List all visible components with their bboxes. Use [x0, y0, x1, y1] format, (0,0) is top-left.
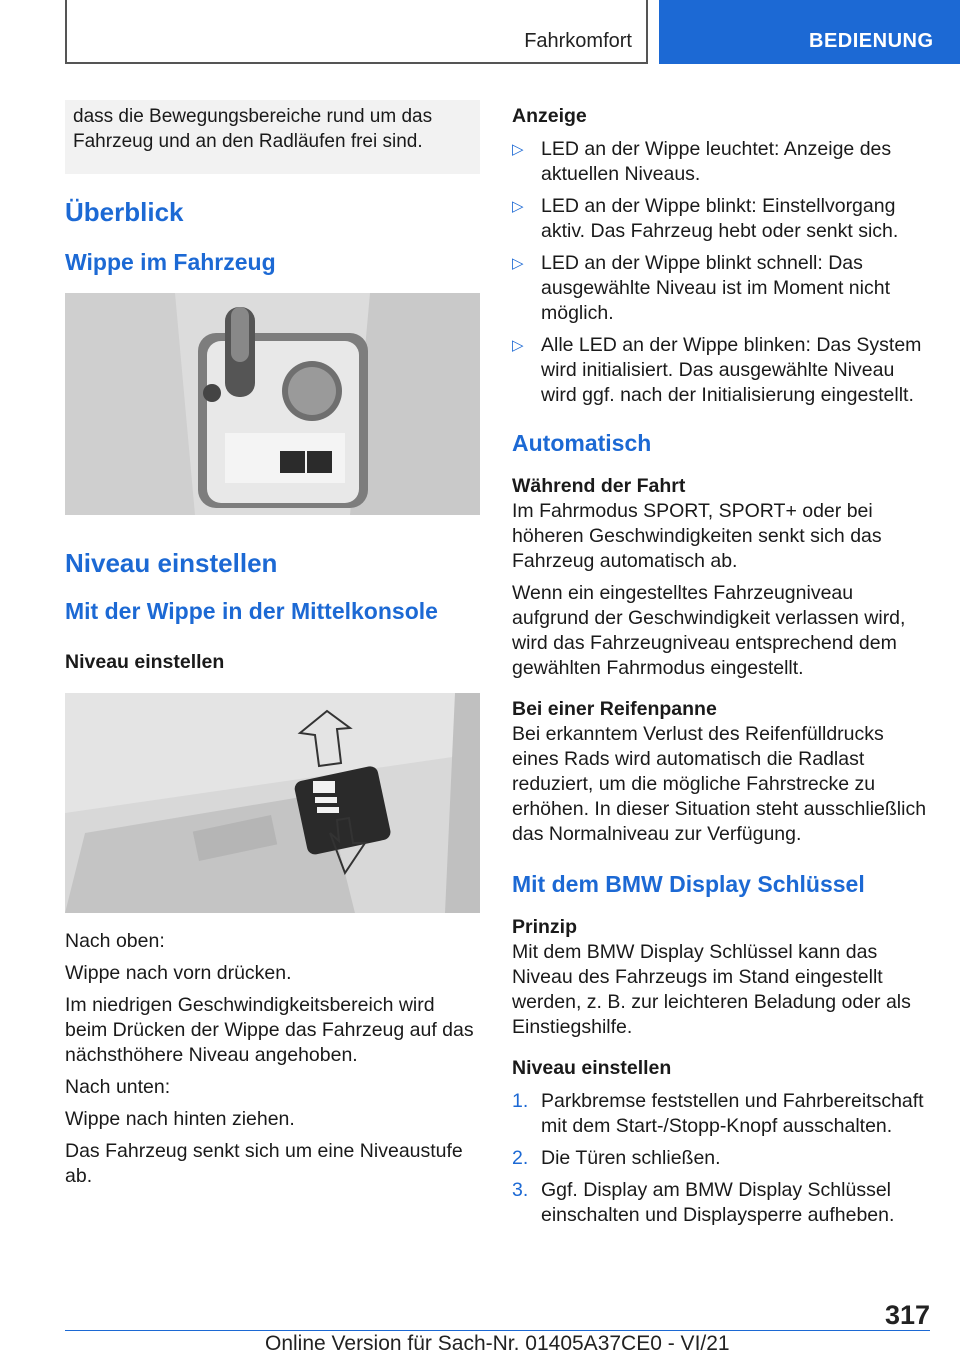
- down-description: Das Fahrzeug senkt sich um eine Niveaustufe ab.: [65, 1140, 463, 1187]
- rocker-image: [65, 693, 480, 913]
- up-label: Nach oben:: [65, 930, 165, 952]
- page-header: [0, 0, 960, 66]
- right-column: [512, 100, 930, 1235]
- driving-paragraph: Wenn ein eingestelltes Fahrzeugniveau aufgrund der Geschwindigkeit verlassen wird, wird das Fahrzeugniveau entsprechend dem gewählten Fahrmodus eingestellt.: [512, 582, 906, 679]
- heading-display: Anzeige: [512, 105, 587, 127]
- note-line: dass die Bewegungsbereiche rund um das: [73, 106, 433, 127]
- heading-display-key: Mit dem BMW Display Schlüssel: [512, 871, 865, 897]
- heading-set-level: Niveau einstellen: [65, 651, 225, 673]
- heading-rocker: Wippe im Fahrzeug: [65, 249, 276, 275]
- section-title: Fahrkomfort: [524, 30, 632, 52]
- list-item: 2. Die Türen schließen.: [512, 1147, 721, 1169]
- heading-automatic: Automatisch: [512, 430, 652, 456]
- page-number: 317: [884, 1300, 930, 1330]
- flat-tire-paragraph: Bei erkanntem Verlust des Reifenfülldrucks eines Rads wird automatisch die Radlast reduziert, um die mögliche Fahrstrecke zu erhöhen. In dieser Situation steht ausschließlich das Normalniveau zur Verfügung.: [512, 723, 927, 845]
- list-item: ▷ Alle LED an der Wippe blinken: Das System wird initialisiert. Das ausgewählte Niveau wird ggf. nach der Initialisierung eingestellt.: [512, 334, 922, 406]
- down-action: Wippe nach hinten ziehen.: [65, 1108, 295, 1130]
- list-item: 1. Parkbremse feststellen und Fahrbereitschaft mit dem Start-/Stopp-Knopf ausschalten.: [512, 1090, 924, 1137]
- note-box: [65, 100, 480, 174]
- principle-paragraph: Mit dem BMW Display Schlüssel kann das Niveau des Fahrzeugs im Stand eingestellt werden, z. B. zur leichteren Beladung oder als Einstiegshilfe.: [512, 941, 911, 1038]
- display-list: [512, 137, 930, 408]
- triangle-bullet-icon: ▷: [512, 255, 524, 272]
- list-item: 3. Ggf. Display am BMW Display Schlüssel einschalten und Displaysperre aufheben.: [512, 1179, 895, 1226]
- heading-flat-tire: Bei einer Reifenpanne: [512, 698, 717, 720]
- heading-overview: Überblick: [65, 197, 184, 227]
- steps-list: [512, 1089, 930, 1228]
- heading-center-console: Mit der Wippe in der Mittelkonsole: [65, 598, 438, 624]
- driving-paragraph: Im Fahrmodus SPORT, SPORT+ oder bei höheren Geschwindigkeiten senkt sich das Fahrzeug automatisch ab.: [512, 500, 882, 572]
- list-item: ▷ LED an der Wippe blinkt schnell: Das ausgewählte Niveau ist im Moment nicht möglich.: [512, 252, 890, 324]
- down-label: Nach unten:: [65, 1076, 171, 1098]
- triangle-bullet-icon: ▷: [512, 198, 524, 215]
- triangle-bullet-icon: ▷: [512, 337, 524, 354]
- heading-level: Niveau einstellen: [65, 548, 278, 578]
- up-description: Im niedrigen Geschwindigkeitsbereich wird beim Drücken der Wippe das Fahrzeug auf das nächsthöhere Niveau angehoben.: [65, 994, 474, 1066]
- up-action: Wippe nach vorn drücken.: [65, 962, 292, 984]
- triangle-bullet-icon: ▷: [512, 141, 524, 158]
- chapter-tab: [659, 0, 960, 64]
- footer-divider: [65, 1330, 930, 1331]
- list-item: ▷ LED an der Wippe blinkt: Einstellvorgang aktiv. Das Fahrzeug hebt oder senkt sich.: [512, 195, 899, 242]
- heading-while-driving: Während der Fahrt: [512, 475, 686, 497]
- console-image: [65, 293, 480, 515]
- footer-text: Online Version für Sach-Nr. 01405A37CE0 - VI/21: [265, 1332, 730, 1355]
- heading-principle: Prinzip: [512, 916, 578, 938]
- chapter-title: BEDIENUNG: [809, 30, 934, 52]
- note-line: Fahrzeug und an den Radläufen frei sind.: [73, 131, 423, 152]
- left-column: [65, 100, 480, 1189]
- section-tab: [65, 0, 648, 64]
- list-item: ▷ LED an der Wippe leuchtet: Anzeige des aktuellen Niveaus.: [512, 138, 892, 185]
- heading-set-level-key: Niveau einstellen: [512, 1057, 672, 1079]
